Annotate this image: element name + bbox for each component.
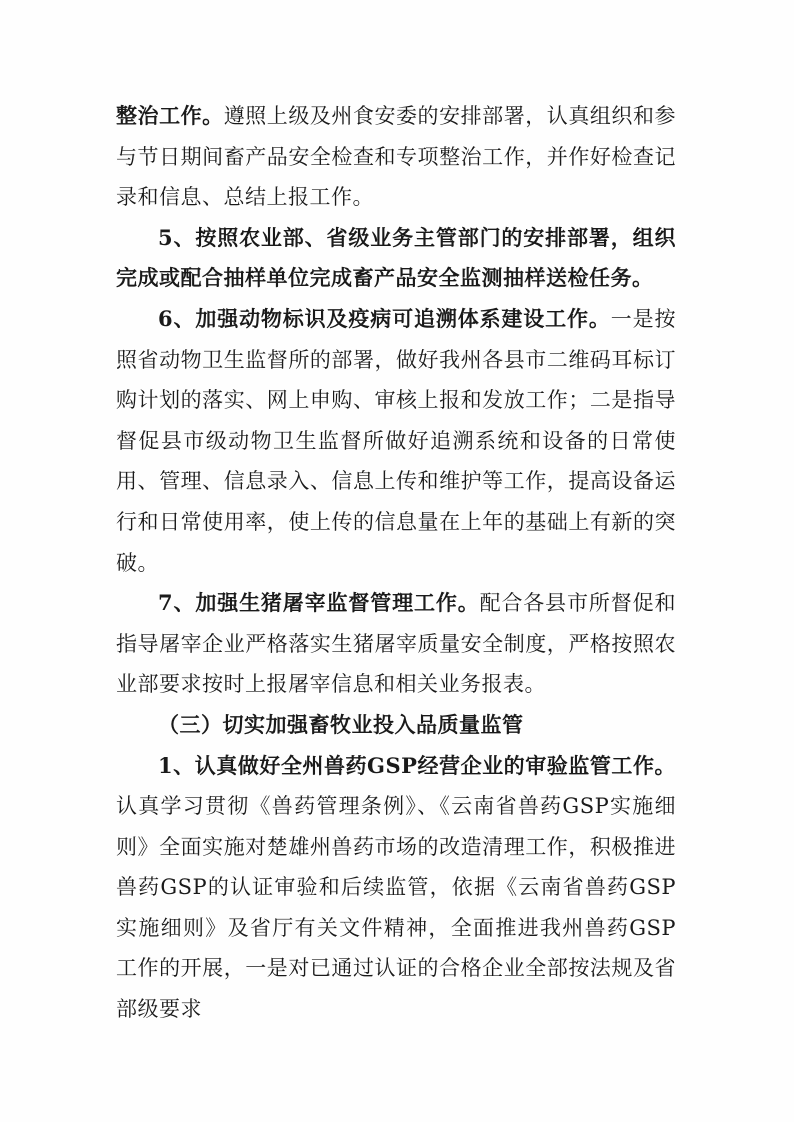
paragraph-lead: 7、加强生猪屠宰监督管理工作。 bbox=[158, 590, 480, 616]
paragraph-text: 遵照上级及州食安委的安排部署，认真组织和参与节日期间畜产品安全检查和专项整治工作，并作好检查记录和信息、总结上报工作。 bbox=[116, 104, 677, 210]
document-body bbox=[116, 96, 676, 1030]
paragraph-text: 配合各县市所督促和指导屠宰企业严格落实生猪屠宰质量安全制度，严格按照农业部要求按时上报屠宰信息和相关业务报表。 bbox=[116, 591, 676, 697]
paragraph-item-6 bbox=[116, 299, 676, 583]
paragraph-lead: 5、按照农业部、省级业务主管部门的安排部署，组织完成或配合抽样单位完成畜产品安全监测抽样送检任务。 bbox=[116, 224, 676, 291]
paragraph-lead: 6、加强动物标识及疫病可追溯体系建设工作。 bbox=[158, 305, 611, 331]
paragraph-text: 一是按照省动物卫生监督所的部署，做好我州各县市二维码耳标订购计划的落实、网上申购、审核上报和发放工作；二是指导督促县市级动物卫生监督所做好追溯系统和设备的日常使用、管理、信息录入、信息上传和维护等工作，提高设备运行和日常使用率，使上传的信息量在上年的基础上有新的突破。 bbox=[116, 306, 676, 575]
paragraph-item-5 bbox=[116, 218, 676, 299]
paragraph-lead: 整治工作。 bbox=[116, 103, 224, 128]
section-heading-text: （三）切实加强畜牧业投入品质量监管 bbox=[158, 711, 524, 737]
paragraph-item-7 bbox=[116, 583, 676, 705]
paragraph-lead: 1、认真做好全州兽药GSP经营企业的审验监管工作。 bbox=[158, 752, 676, 778]
paragraph-item-1 bbox=[116, 746, 676, 1030]
paragraph-continuation bbox=[116, 96, 676, 218]
paragraph-text: 认真学习贯彻《兽药管理条例》、《云南省兽药GSP实施细则》全面实施对楚雄州兽药市场的改造清理工作，积极推进兽药GSP的认证审验和后续监管，依据《云南省兽药GSP实施细则》及省厅有关文件精神，全面推进我州兽药GSP工作的开展，一是对已通过认证的合格企业全部按法规及省部级要求 bbox=[116, 794, 676, 1022]
section-heading bbox=[116, 705, 676, 746]
